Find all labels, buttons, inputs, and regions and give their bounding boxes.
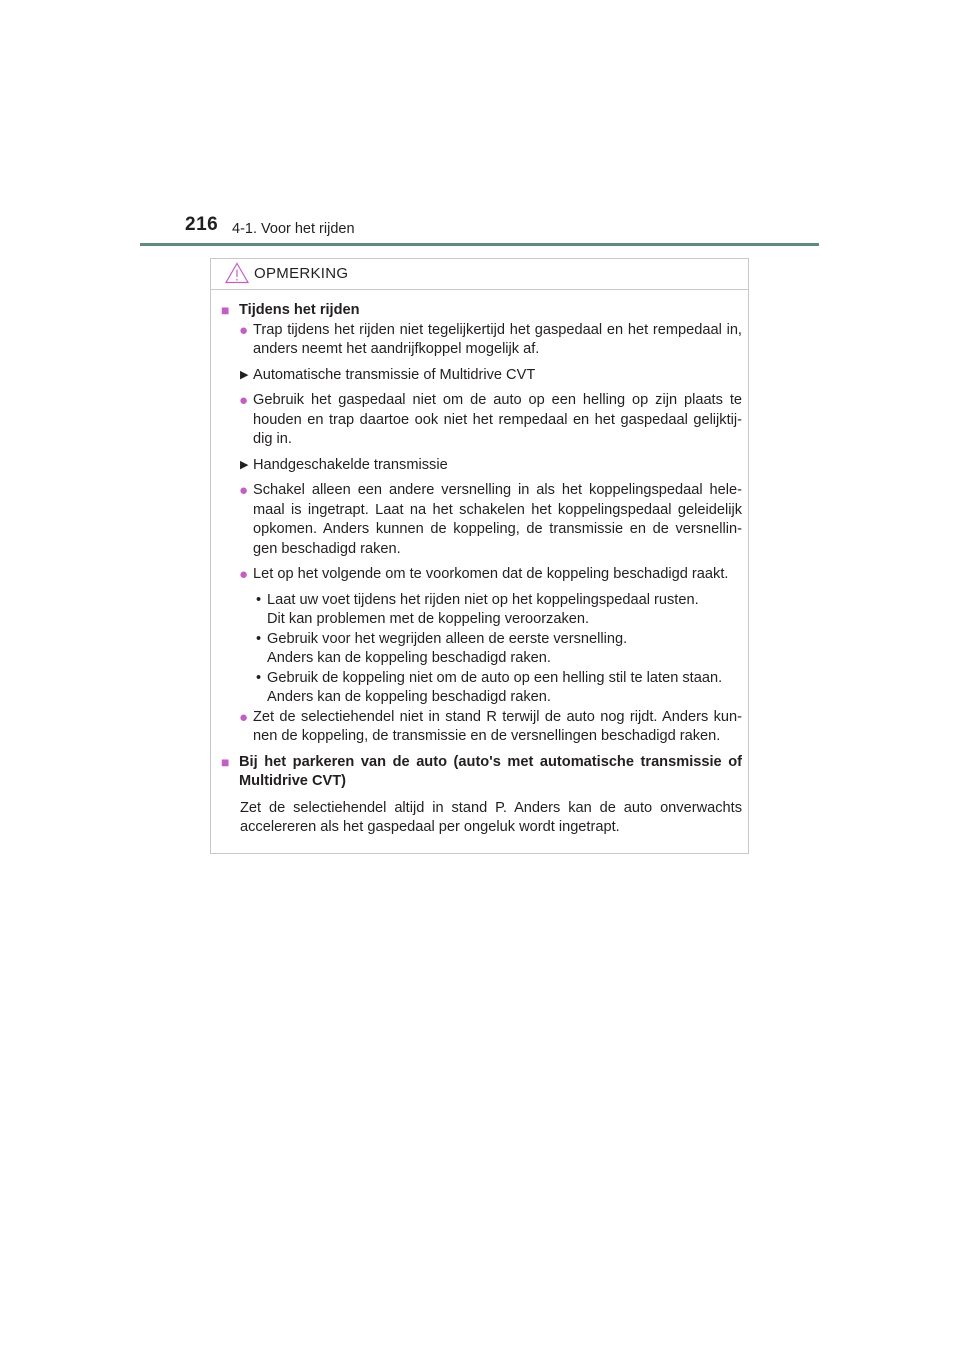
sub-bullet-item [221, 630, 742, 669]
heading-parking [221, 753, 742, 792]
sub-bullet-text: Gebruik de koppeling niet om de auto op een helling stil te laten staan. [267, 669, 723, 686]
arrow-right-icon: ▶ [240, 368, 249, 381]
sub-bullet-text: Laat uw voet tijdens het rijden niet op het koppelingspedaal rusten. [267, 591, 699, 608]
item-text: Schakel alleen een andere versnelling in als het koppelingspedaal hele-maal is ingetrapt. Laat na het schakelen het koppelingspedaal geleidelijk opkomen. Anders kunnen de koppeling, de transmissie en de versnellin-gen beschadigd raken. [253, 482, 742, 557]
item-text: Zet de selectiehendel niet in stand R terwijl de auto nog rijdt. Anders kun-nen de koppeling, de transmissie en de versnellingen beschadigd raken. [253, 708, 742, 744]
heading-while-driving [221, 301, 742, 321]
square-bullet-icon: ■ [221, 753, 230, 770]
list-item [221, 481, 742, 559]
page-number: 216 [185, 214, 219, 235]
dot-bullet-icon: ● [239, 321, 249, 339]
header-rule [140, 243, 819, 246]
list-item [221, 391, 742, 450]
subheading-text: Automatische transmissie of Multidrive CVT [253, 366, 536, 383]
heading-text: Bij het parkeren van de auto (auto's met automatische transmissie of Multidrive CVT) [239, 753, 742, 789]
notice-title: OPMERKING [254, 265, 349, 282]
warning-triangle-icon [225, 262, 249, 284]
list-item [221, 565, 742, 585]
dot-bullet-icon: ● [239, 708, 249, 726]
bullet-icon: • [256, 630, 262, 647]
square-bullet-icon: ■ [221, 302, 230, 318]
parking-text: Zet de selectiehendel altijd in stand P. Anders kan de auto onverwachts accelereren als het gaspedaal per ongeluk wordt ingetrapt. [240, 799, 742, 835]
sub-bullet-item [221, 591, 742, 630]
heading-text: Tijdens het rijden [239, 302, 360, 318]
subheading-automatic [221, 366, 742, 386]
notice-body [211, 290, 748, 838]
bullet-icon: • [256, 591, 262, 608]
sub-bullet-text: Gebruik voor het wegrijden alleen de eerste versnelling. [267, 630, 628, 647]
sub-bullet-note: Anders kan de koppeling beschadigd raken. [267, 650, 551, 666]
item-text: Let op het volgende om te voorkomen dat de koppeling beschadigd raakt. [253, 566, 729, 582]
subheading-text: Handgeschakelde transmissie [253, 456, 448, 473]
sub-bullet-item [221, 669, 742, 708]
sub-bullet-note: Dit kan problemen met de koppeling veroorzaken. [267, 611, 590, 627]
item-text: Trap tijdens het rijden niet tegelijkertijd het gaspedaal en het rempedaal in, anders neemt het aandrijfkoppel mogelijk af. [253, 321, 742, 357]
sub-bullet-note: Anders kan de koppeling beschadigd raken. [267, 689, 551, 705]
subheading-manual [221, 456, 742, 476]
dot-bullet-icon: ● [239, 392, 249, 409]
dot-bullet-icon: ● [239, 482, 249, 499]
item-text: Gebruik het gaspedaal niet om de auto op een helling op zijn plaats te houden en trap daartoe ook niet het rempedaal en het gaspedaal gelijktij-dig in. [253, 392, 742, 447]
list-item [221, 321, 742, 360]
notice-header [211, 259, 748, 290]
section-title: 4-1. Voor het rijden [232, 221, 355, 237]
bullet-icon: • [256, 669, 262, 686]
arrow-right-icon: ▶ [240, 458, 249, 471]
dot-bullet-icon: ● [239, 566, 249, 583]
list-item [221, 708, 742, 747]
notice-box [210, 258, 749, 854]
